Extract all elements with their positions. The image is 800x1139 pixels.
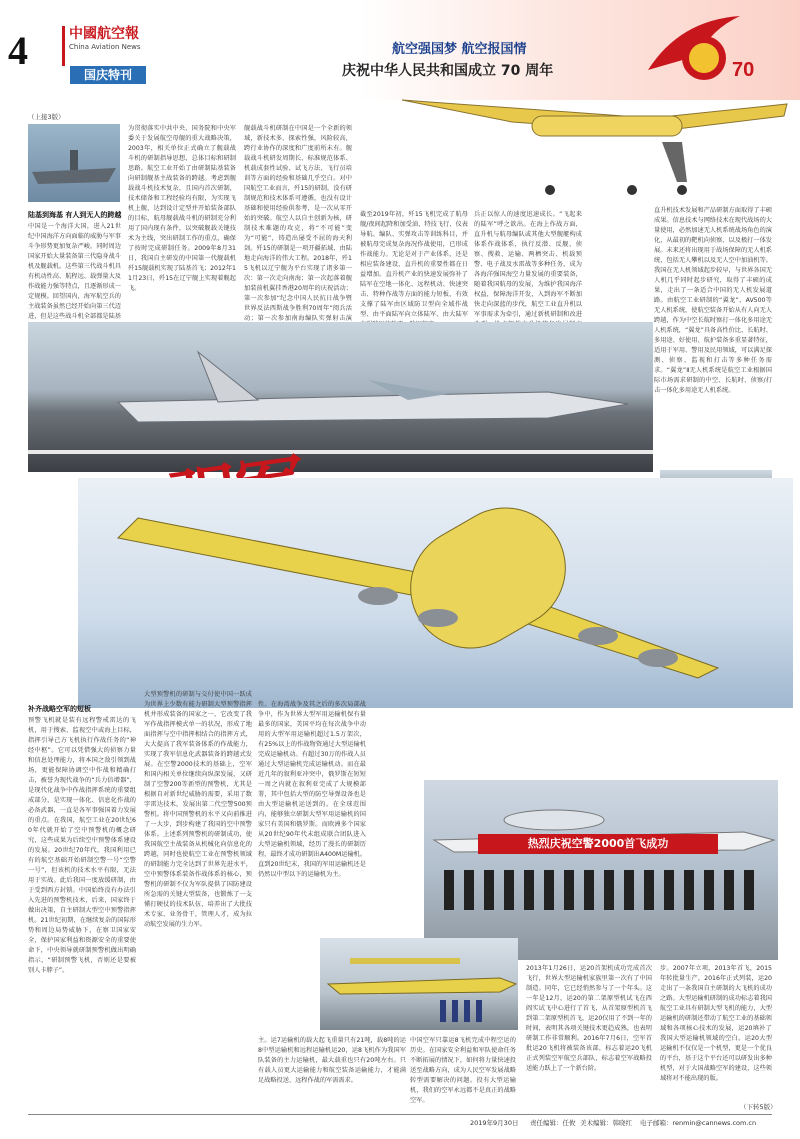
photo-aircraft-carrier — [28, 124, 120, 202]
footer-rule — [28, 1114, 772, 1115]
footer-date: 2019年9月30日 — [470, 1119, 519, 1127]
footer-art-editor: 美术编辑：韩晓红 — [580, 1119, 632, 1127]
footer-editor: 责任编辑：任攸 — [530, 1119, 576, 1127]
photo-kj2000-awacs — [424, 780, 778, 960]
column-4a-text: 截至2019年初，歼15飞机完成了航母舰/夜间起降和加受油、特技飞行、仪表导航、编队、实弹攻击等训练科目，并被航母完成复杂海况作战使用，已形成作战能力。无论是对于产业体系，还是相应装备建设，直升机的重要性都在日益增加。直升机产业的快速发展弥补了陆军在空地一体化、远程机动、快速突击、特种作战等方面的能力短板，有效支撑了陆军由区域防卫型向全域作战型、由平面陆军向立体陆军、由大陆军 — [360, 211, 468, 318]
page-number: 4 — [8, 28, 28, 73]
continued-next: （下转5版） — [740, 1103, 777, 1111]
newspaper-logo-en: China Aviation News — [69, 43, 141, 51]
column-5b-text: 步。2007年立项，2013年首飞，2015年转批量生产，2016年正式列装，运20走出了一条我国自主研制的大飞机的成功之路。大型运输机研制的成功标志着我国航空工业具有研制大型飞机的能力，大型运输机的研制还带动了航空工业的基础领域和各项核心技术的发展，运20填补了我国大型运输机领域的空白。运20大型运输机不仅仅是一个机型，更是一个优良的平台，基于这个平台还可以研发出多种机型，对于大国战略空军的建设，这些领域将对不能出现的版。 — [660, 965, 772, 1082]
newspaper-logo-cn: 中國航空報 — [69, 26, 139, 42]
column-4b-text: 2013年1月26日，运20首架机成功完成首次飞行，世界大型运输机家族里第一次有了中国制造。同年，它已经悄然参与了一个年头。这一年是12月，运20的第二架原型机试飞在西阎实试飞中心进行了首飞，从首架原型机首飞到第二架原型机首飞，运20仅用了不到一年的时间，表明其各项关键技术更趋成熟，也表明研制工作非常顺利。2016年7月6日，空军首批运20飞机将被装备该部，标志着运20飞机正式列装空军航空兵部队，标志着空军战略投送能力跃上了一个新台阶。 — [526, 965, 652, 1072]
photo-j15-carrier-deck — [28, 322, 653, 472]
anniversary-badge — [640, 10, 760, 90]
heading-awacs: 补齐战略空军的短板 — [28, 705, 91, 713]
column-1b-text: 预警飞机就是装有远程警戒雷达的飞机，用于搜索、监视空中或海上目标，指挥引导己方飞机执行作战任务的“神经中枢”。它可以凭借强大的侦察力量和信息处理能力，将本国之敌引领到战场，更能保障协调空中作战和精确打击，被誉为现代战争的“兵力倍增器”，是现代化战争中作战指挥系统的重要组成部分，是实现一体化、信息化作战的必备武器，一直是各军事强国着力发展的重点。在我国，航空工业在20世纪60年代就开始了空中预警机的概念研究，这些成果为后续空中预警体系建设的发展。20世纪70年代，我国利用已有的航空基础开始研制空警一号“空警一号”，但该机的技术水平有限，无法用于实战。此后我国一度放缓研制，由于受到西方封锁。中国始终没有办法引入先进的预警机技术，后来，国家终于做出决策，自主研制大型空中预警指挥机。21世纪初期，在继续复杂的国际形势和周边局势威胁下，在察卫国家安全，保护国家利益和资源安全的重要使命下，中央领导就研制预警机做出明确指示，“研制预警飞机，否则还是要被别人卡脖子”。 — [28, 717, 136, 974]
photo-yilong-drone — [392, 82, 792, 202]
column-2b-text: 大型预警机的研制与交付使中国一跃成为世界上少数有能力研制大型预警指挥机并形成装备的国家之一，它改变了我军作战指挥模式单一的状况，形成了地面指挥与空中指挥相结合的指挥方式，大大提高了我军装备体系的作战能力，实现了我军信息化武器装备的跨越式发展。在空警2000技术的基础上，空军和国内相关单位继续向纵深发展，又研制了空警200等新型的预警机，尤其是根据自对新世纪威胁的需要，采用了数字雷达技术，发展出第二代空警500预警机。将中国预警机的水平又向前推进了一大步，到步构建了我国的空中预警体系。上述系列预警机的研制成功，使我国航空主战装备从机械化向信息化的跨越，同时也使航空工业在预警机领域的研制能力完全达到了世界先进水平，空中预警体系装备作战体系的核心，预警机的研制不仅为军队提供了国防建设所急需的关键大型装备，也锻炼了一支懂打硬仗的技术队伍，培养出了大批技术专家、业务骨干，管理人才，成为拉动航空发展的生力军。 — [144, 691, 252, 928]
photo-y20-transport — [78, 478, 793, 708]
photo-kj200-awacs — [320, 938, 518, 1030]
column-3c-text: 主。运7运输机的载大起飞重量只有21吨，载8吨的运8中型运输机和远程运输机运20，运8飞机作为我国军队装备的主力运输机，最大载重也只有20吨左右。只有载人员更大运输能力和航空装备运输能力，才能满足战略投送、远程作战的军需需求。 — [258, 1037, 406, 1084]
column-6a-text: 直升机技术发展和产品研制方面取得了丰硕成果。信息技术与网络技术在现代战场的大量使用，必然加速无人机系统战场角色的演化，从最初的靶机向侦察、以及极打一体发展。未来还将出现用于战场保障的无人机系统，包括无人攀机以及无人空中加油机等。我国在无人机领域起步较早，与世界各国无人机几乎同时起步研究，取得了丰硕的成果，走出了一条适合中国的无人机发展道路。由航空工业研制的“翼龙”、AV500等无人机系统，使航空装备开始从有人向无人跨越，作为中空长航时察打一体化多用途无人机系统，“翼龙”具备高性价比、长航时、多用途、好使用、航护装备多重显著特征，适用于军用、警用及民用领域，可以满足探测、侦察、监视和打击等多种任务需求。“翼龙”Ⅱ无人机系统是航空工业根据国际市场需求研制的中空、长航时、侦察/打击一体化多用途无人机系统。 — [654, 207, 772, 394]
continued-from: （上接3版） — [28, 113, 65, 121]
footer-email: 电子邮箱：renmin@cannews.com.cn — [640, 1119, 757, 1127]
slogan-line-1: 航空强国梦 航空报国情 — [392, 42, 527, 57]
badge-number: 70 — [732, 59, 755, 81]
column-5a-text: 兵正以惊人的速度迅速成长。“飞起来的陆军”呼之欲出。在海上作战方面，直升机与航母编队或其他大型舰艇构成体系作战体系，执行反潜、反舰、侦察、搜救、运输、两栖突击、机载预警、电子战及水雷战等多种任务，成为各海洋强国海空力量发展的重要装备，随着我国航母的发展，为维护我国海洋权益，保障海洋开发，入到海军不断加快走向深蓝的步伐，航空工业直升机以军事需求为牵引，通过新机研制和改进 — [474, 211, 582, 318]
column-2a-text: 为贯彻落实中共中央、国务院和中央军委关于发展航空母舰的重大战略决策，2003年，相关单位正式确立了舰载战斗机的研制指导思想，总体目标和研制思路。航空工业开始了由研制陆基装备向研制舰基主战装备的跨越。考虑到舰载战斗机技术复杂，且国内首次研制，技术储备和工程经验均有限，为实现飞机上舰，达到设计定型并开始装备部队的目标，航母舰载战斗机的研制充分利用了国内现有条件，以突破舰载关键技术为主线，突出研制工作的重点，确保了按时完成研制任务。2009年8月31日，我国自主研发的中国第一代舰载机歼15舰载机实现了陆基首飞；2012年11月23日，歼15在辽宁舰上实现着舰起飞。 — [128, 125, 236, 292]
slogan-line-2: 庆祝中华人民共和国成立 70 周年 — [342, 63, 554, 79]
column-3a-text: 舰载战斗机研制在中国是一个全新的领域，新技术多、探索性强，风险较高，跨行业协作的深度和广度前所未有。舰载战斗机研发周期长、标准规范体系、机载成套性试验、试飞方法、飞行员培训等方面的经验和基础几乎空白。对中国航空工业而言，歼15的研制，没有研制规范和技术体系可遵循，也没有设计基础和使用经验供参考，是一次从零开始的突破。航空人以自主创新为核，研制技术难题的攻克，将“不可能”变为“可能”，铸造出屡受不屈的海天利剑。歼15的研制是一项开疆拓域、由陆地走向海洋的伟大工程。2018年，歼15飞机以辽宁舰为平台实现了诸多第一次：第一次走向南海；第一次起落着舰加装前机翼挂香港20周年的庆祝活动；第一次参加“纪念中国人民抗日战争暨世界反法西斯战争胜利70周年”阅兵活动；第一次参加南海编队实弹射击演 — [244, 125, 352, 322]
section-label: 国庆特刊 — [70, 66, 146, 84]
column-3b-text: 性。在海湾战争及其之后的多次局部战争中，作为世界大型军用运输机保有量最多的国家，美国平均在每次战争中动用的大型军用运输机超过1.5万架次，有25%以上的作战物资通过大型运输机完成运输机动。有超过30万的作战人员通过大型运输机完成运输机动。而在最近几年的叙利亚冲突中，俄罗斯在短短一周之内就在叙利亚完成了大规模部署，其中包括大型的防空导弹设备也是由大型运输机运送到的。在全球范围内，能够独立研制大型军用运输机的国家只有美国和俄罗斯。而欧洲多个国家从20世纪90年代末组成联合团队进入大型运输机领域，经历了漫长的研制历程，最终才成功研制出A400M运输机。直到20世纪末，我国的军用运输机还是仍然以中型以下的运输机为主。 — [258, 701, 367, 878]
column-1a-text: 中国是一个海洋大国，进入21世纪中国海洋方向面临的威胁与军事斗争形势更加复杂严峻。同时周边国家开始大量装备第三代隐身战斗机及舰载机。这些第三代战斗机具有机动性高、航程远、载弹量大及作战能力强等特点，且逐渐形成一定规模。回望国内，海军航空兵的主战装备虽然已经开始向第三代迈进，但是这些战斗机全部都是陆基 — [28, 223, 121, 320]
newspaper-logo — [62, 26, 148, 66]
heading-carrier: 陆基到海基 有人到无人的跨越 — [28, 211, 122, 219]
column-4c-text: 中国空军只靠运8飞机完成中程空运的历史。在国家安全利益和军队使命任务不断拓展的情况下，如何将力量快速投送至战略方向，成为人民空军发展战略转型需要解决的问题。投有大型运输机，我们的空军永远都不是真正的战略空军。 — [410, 1037, 516, 1104]
celebration-banner: 热烈庆祝空警2000首飞成功 — [478, 834, 718, 854]
